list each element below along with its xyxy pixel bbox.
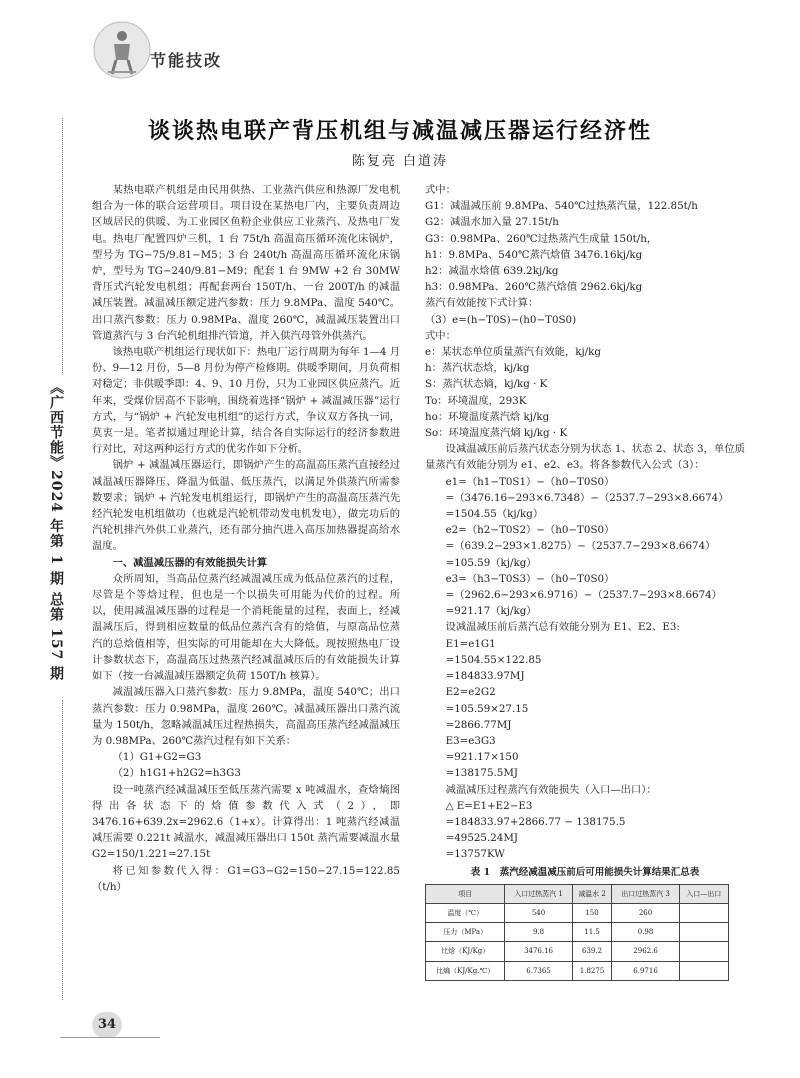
paragraph: 某热电联产机组是由民用供热、工业蒸汽供应和热源厂发电机组合为一体的联合运营项目。项目设在某热电厂内，主要负责周边区域居民的供暖、为工业园区鱼粉企业供应工业蒸汽、及热电厂发电。热电厂配置四炉三机，1 台 75t/h 高温高压循环流化床锅炉，型号为 TG−75/9.81−M5；3 台 240t/h 高温高压循环流化床锅炉，型号为 TG−240/9.81−M9；配套 1 台 9MW +2 台 30MW 背压式汽轮发电机组；再配套两台 150T/h、一台 200T/h 的减温减压装置。减温减压额定进汽参数：压力 9.8MPa、温度 540℃。出口蒸汽参数：压力 0.98MPa、温度 260℃，减温减压装置出口管道蒸汽与 3 台汽轮机组排汽管道，并入供汽母管外供蒸汽。 — [92, 184, 400, 342]
table-cell: 260 — [612, 903, 679, 922]
paragraph: 锅炉 + 减温减压器运行，即锅炉产生的高温高压蒸汽直接经过减温减压器降压、降温为低温、低压蒸汽，以满足外供蒸汽所需参数要求；锅炉 + 汽轮发电机组运行，即锅炉产生的高温高压蒸汽先经汽轮发电机组做功（也就是汽轮机带动发电机发电），做完功后的汽轮机排汽外供工业蒸汽，还有部分抽汽进入高压加热器提高给水温度。 — [92, 459, 400, 553]
section-heading: 一、减温减压器的有效能损失计算 — [112, 556, 268, 569]
text-line: 式中： — [425, 329, 456, 342]
paragraph: 该热电联产机组运行现状如下：热电厂运行周期为每年 1—4 月份、9—12 月份，5—8 月份为停产检修期。供暖季期间，月负荷相对稳定；非供暖季即：4、9、10 月份，只为工业园区供应蒸汽。近年来，受煤价居高不下影响，围绕着选择“锅炉 + 减温减压器”运行方式，与“锅炉 + 汽轮发电机组”的运行方式，争议双方各执一词，莫衷一是。笔者拟通过理论计算，结合各自实际运行的经济参数进行对比，对这两种运行方式的优劣作如下分析。 — [92, 346, 400, 456]
table-header-cell: 减温水 2 — [572, 884, 612, 903]
table-row — [426, 961, 729, 980]
equation: （3）e=(h−T0S)−(h0−T0S0) — [425, 313, 577, 326]
table-cell — [679, 961, 728, 980]
table-cell: 3476.16 — [505, 942, 572, 961]
text-line: 式中： — [425, 184, 456, 196]
table-header-cell: 入口过热蒸汽 1 — [505, 884, 572, 903]
text-line: G2：减温水加入量 27.15t/h — [425, 216, 559, 229]
text-line: So：环境温度蒸汽熵 kj/kg · K — [425, 427, 568, 440]
right-column — [425, 182, 745, 981]
page-number: 34 — [92, 1012, 122, 1038]
text-line: 减温减压过程蒸汽有效能损失（入口—出口）： — [445, 783, 657, 796]
table-cell: 温度（℃） — [426, 903, 505, 922]
table-cell: 2962.6 — [612, 942, 679, 961]
table-cell: 0.98 — [612, 923, 679, 942]
text-line: h3：0.98MPa、260℃蒸汽焓值 2962.6kj/kg — [425, 281, 643, 294]
table-row — [426, 903, 729, 922]
calc-line: =（3476.16−293×6.7348）−（2537.7−293×8.6674） — [445, 491, 729, 504]
side-dotted-rule — [62, 700, 63, 1000]
calc-line: =（639.2−293×1.8275）−（2537.7−293×8.6674） — [445, 540, 716, 553]
table-header-cell: 出口过热蒸汽 3 — [612, 884, 679, 903]
table-cell: 比熵（KJ/Kg.℃） — [426, 961, 505, 980]
calc-line: e2=（h2−T0S2）−（h0−T0S0） — [445, 524, 615, 537]
table-cell: 比焓（KJ/Kg） — [426, 942, 505, 961]
left-column — [92, 182, 400, 895]
paragraph: 设一吨蒸汽经减温减压至低压蒸汽需要 x 吨减温水，查焓熵图得出各状态下的焓值参数代入式（2），即 3476.16+639.2x=2962.6（1+x）。计算得出：1 吨蒸汽经减温减压需要 0.221t 减温水，减温减压器出口 150t 蒸汽需要减温水量 G2=150/1.221=27.15t — [92, 783, 400, 861]
calc-line: E3=e3G3 — [445, 734, 496, 747]
text-line: h1：9.8MPa、540℃蒸汽焓值 3476.16kj/kg — [425, 248, 643, 261]
paragraph: 众所周知，当高品位蒸汽经减温减压成为低品位蒸汽的过程，尽管是个等焓过程，但也是一个以损失可用能为代价的过程。所以，使用减温减压器的过程是一个消耗能量的过程，表面上，经减温减压后，得到相应数量的低品位蒸汽含有的焓值，与原高品位蒸汽的总焓值相等，但实际的可用能却在大大降低。现按照热电厂设计参数状态下，高温高压过热蒸汽经减温减压后的有效能损失计算如下（按一台减温减压器额定负荷 150T/h 核算）。 — [92, 572, 400, 683]
magazine-logo — [92, 20, 152, 80]
text-line: h2：减温水焓值 639.2kj/kg — [425, 265, 559, 278]
text-line: To：环境温度，293K — [425, 394, 527, 407]
calc-line: e3=（h3−T0S3）−（h0−T0S0） — [445, 572, 615, 585]
calc-line: =105.59（kj/kg） — [445, 556, 537, 569]
calc-line: =105.59×27.15 — [445, 702, 529, 715]
calc-line: =（2962.6−293×6.9716）−（2537.7−293×8.6674） — [445, 589, 722, 602]
table-cell: 639.2 — [572, 942, 612, 961]
table-cell: 11.5 — [572, 923, 612, 942]
text-line: 设减温减压前后蒸汽总有效能分别为 E1、E2、E3: — [445, 621, 680, 634]
calc-line: E1=e1G1 — [445, 637, 496, 650]
table-cell: 1.8275 — [572, 961, 612, 980]
equation: （1）G1+G2=G3 — [112, 751, 202, 764]
calc-line: =1504.55（kj/kg） — [445, 508, 544, 521]
journal-issue-info: 《广西节能》2024 年第 1 期 总第 157 期 — [48, 380, 64, 682]
calc-line: =13757KW — [445, 848, 505, 861]
table-header-cell: 入口—出口 — [679, 884, 728, 903]
table-row — [426, 942, 729, 961]
calc-line: =184833.97+2866.77 − 138175.5 — [445, 815, 626, 828]
calc-line: E2=e2G2 — [445, 686, 496, 699]
calc-line: e1=（h1−T0S1）−（h0−T0S0） — [445, 475, 615, 488]
paragraph: 将已知参数代入得：G1=G3−G2=150−27.15=122.85（t/h） — [92, 864, 400, 893]
table-header-cell: 项目 — [426, 884, 505, 903]
text-line: h：蒸汽状态焓，kj/kg — [425, 362, 530, 375]
table-row — [426, 923, 729, 942]
calc-line: =921.17（kj/kg） — [445, 605, 537, 618]
calc-line: =1504.55×122.85 — [445, 653, 542, 666]
text-line: e：某状态单位质量蒸汽有效能，kj/kg — [425, 346, 601, 359]
table-cell — [679, 903, 728, 922]
text-line: S：蒸汽状态熵，kj/kg · K — [425, 378, 548, 391]
section-tag: 节能技改 — [150, 51, 223, 70]
calc-line: =921.17×150 — [445, 751, 519, 764]
calc-line: △ E=E1+E2−E3 — [445, 799, 533, 812]
table-cell — [679, 923, 728, 942]
calc-line: =2866.77MJ — [445, 718, 512, 731]
paragraph: 减温减压器入口蒸汽参数：压力 9.8MPa，温度 540℃；出口蒸汽参数：压力 0.98MPa，温度 260℃。减温减压器出口蒸汽流量为 150t/h，忽略减温减压过程热损失，高温高压蒸汽经减温减压为 0.98MPa、260℃蒸汽过程有如下关系： — [92, 686, 400, 747]
article-authors: 陈复亮 白道涛 — [351, 154, 449, 169]
table-cell: 压力（MPa） — [426, 923, 505, 942]
calc-line: =49525.24MJ — [445, 832, 519, 845]
table-cell: 540 — [505, 903, 572, 922]
table-caption: 表 1 蒸汽经减温减压前后可用能损失计算结果汇总表 — [470, 866, 700, 878]
table-cell: 150 — [572, 903, 612, 922]
calc-line: =184833.97MJ — [445, 670, 525, 683]
summary-table — [425, 884, 729, 981]
article-title: 谈谈热电联产背压机组与减温减压器运行经济性 — [147, 119, 652, 144]
text-line: 蒸汽有效能按下式计算： — [425, 297, 539, 310]
equation: （2）h1G1+h2G2=h3G3 — [112, 767, 241, 780]
table-cell: 6.9716 — [612, 961, 679, 980]
table-header-row — [426, 884, 729, 903]
paragraph: 设减温减压前后蒸汽状态分别为状态 1、状态 2、状态 3，单位质量蒸汽有效能分别为 e1、e2、e3。将各参数代入公式（3）： — [425, 443, 745, 472]
calc-line: =138175.5MJ — [445, 767, 519, 780]
table-cell: 9.8 — [505, 923, 572, 942]
text-line: ho：环境温度蒸汽焓 kj/kg — [425, 410, 550, 423]
text-line: G1：减温减压前 9.8MPa、540℃过热蒸汽量，122.85t/h — [425, 200, 698, 213]
table-cell: 6.7365 — [505, 961, 572, 980]
text-line: G3：0.98MPa、260℃过热蒸汽生成量 150t/h， — [425, 232, 658, 245]
table-cell — [679, 942, 728, 961]
footer-rule — [60, 1037, 160, 1038]
